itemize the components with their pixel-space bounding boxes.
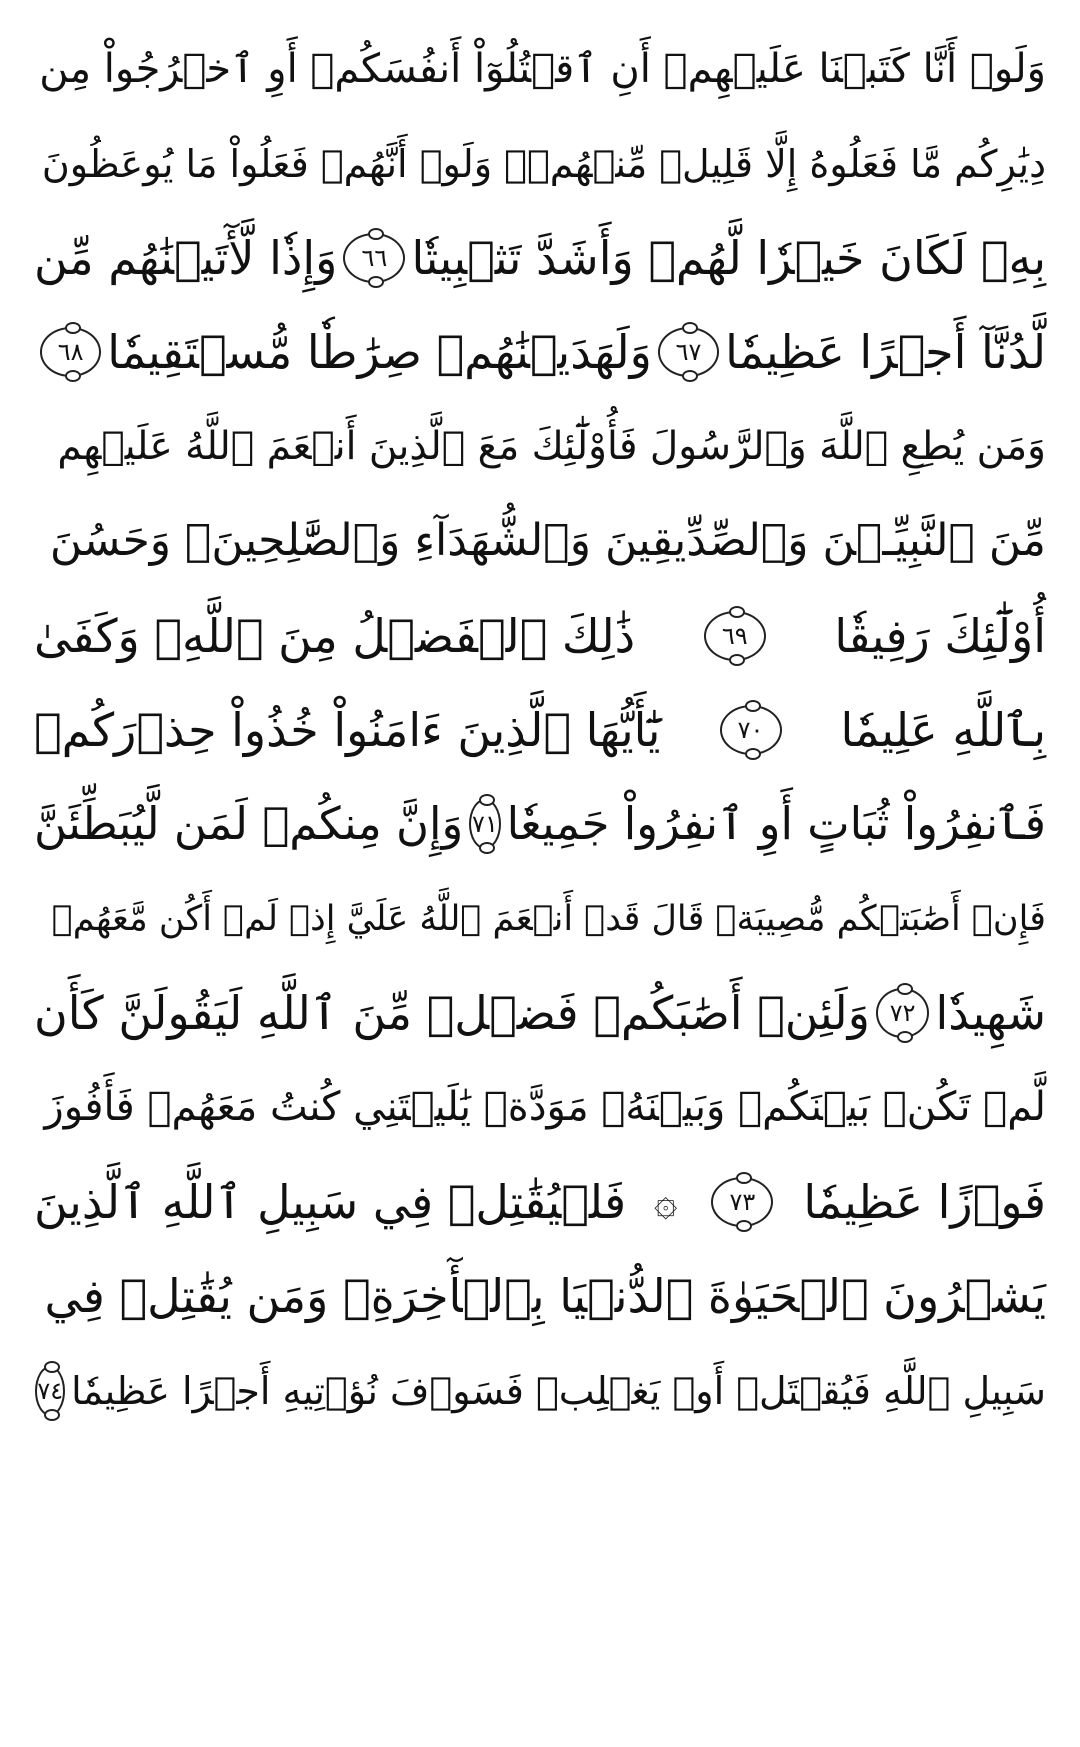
verse-number-marker: ٧٣ bbox=[711, 1177, 773, 1227]
line-text-after-mark: وَإِذٗا لَّأٓتَيۡنَٰهُم مِّن bbox=[34, 230, 338, 285]
verse-number-marker: ٦٨ bbox=[40, 327, 101, 377]
text-line-2 bbox=[34, 116, 1046, 210]
verse-number-marker: ٦٧ bbox=[658, 327, 719, 377]
text-line-5 bbox=[34, 400, 1046, 494]
rub-el-hizb-icon: ۞ bbox=[654, 1178, 678, 1225]
line-text-after-mark: وَلَهَدَيۡنَٰهُمۡ صِرَٰطٗا مُّسۡتَقِيمٗا bbox=[107, 325, 652, 380]
text-line-4 bbox=[34, 305, 1046, 399]
line-text: دِيَٰرِكُم مَّا فَعَلُوهُ إِلَّا قَلِيلٞ مِّنۡهُمۡۖ وَلَوۡ أَنَّهُمۡ فَعَلُواْ مَا يُوعَظُونَ bbox=[41, 141, 1046, 186]
verse-number-marker: ٧١ bbox=[469, 799, 500, 849]
text-line-11 bbox=[34, 966, 1046, 1060]
text-line-1 bbox=[34, 22, 1046, 116]
verse-number-marker: ٧٠ bbox=[720, 705, 782, 755]
line-text-before-mark: فَٱنفِرُواْ ثُبَاتٍ أَوِ ٱنفِرُواْ جَمِيعٗا bbox=[506, 797, 1046, 851]
line-text-before-mark: أُوْلَٰٓئِكَ رَفِيقٗا bbox=[834, 608, 1046, 663]
text-line-8 bbox=[34, 683, 1046, 777]
text-line-9 bbox=[34, 777, 1046, 871]
line-text-before-mark: فَوۡزًا عَظِيمٗا bbox=[803, 1174, 1046, 1229]
line-text-after-mark: فَلۡيُقَٰتِلۡ فِي سَبِيلِ ٱللَّهِ ٱلَّذِينَ bbox=[34, 1174, 627, 1229]
text-line-6 bbox=[34, 494, 1046, 588]
text-line-10 bbox=[34, 872, 1046, 966]
line-text-before-mark: لَّدُنَّآ أَجۡرًا عَظِيمٗا bbox=[725, 325, 1046, 380]
line-text-after-mark: يَٰٓأَيُّهَا ٱلَّذِينَ ءَامَنُواْ خُذُواْ حِذۡرَكُمۡ bbox=[34, 702, 661, 757]
text-line-15 bbox=[34, 1343, 1046, 1437]
text-line-12 bbox=[34, 1060, 1046, 1154]
line-text-after-mark: وَلَئِنۡ أَصَٰبَكُمۡ فَضۡلٞ مِّنَ ٱللَّهِ لَيَقُولَنَّ كَأَن bbox=[34, 986, 870, 1041]
line-text-before-mark: بِٱللَّهِ عَلِيمٗا bbox=[840, 702, 1046, 757]
line-text-before-mark: سَبِيلِ ٱللَّهِ فَيُقۡتَلۡ أَوۡ يَغۡلِبۡ فَسَوۡفَ نُؤۡتِيهِ أَجۡرًا عَظِيمٗا bbox=[71, 1368, 1046, 1413]
verse-number-marker: ٦٩ bbox=[704, 611, 766, 661]
text-line-7 bbox=[34, 588, 1046, 682]
line-text: وَلَوۡ أَنَّا كَتَبۡنَا عَلَيۡهِمۡ أَنِ ٱقۡتُلُوٓاْ أَنفُسَكُمۡ أَوِ ٱخۡرُجُواْ مِن bbox=[39, 46, 1046, 93]
line-text-after-mark: ذَٰلِكَ ٱلۡفَضۡلُ مِنَ ٱللَّهِۚ وَكَفَىٰ bbox=[34, 608, 636, 663]
line-text: فَإِنۡ أَصَٰبَتۡكُم مُّصِيبَةٞ قَالَ قَدۡ أَنۡعَمَ ٱللَّهُ عَلَيَّ إِذۡ لَمۡ أَكُن مَّعَهُمۡ bbox=[51, 898, 1046, 939]
quran-page bbox=[34, 22, 1046, 1722]
line-text-before-mark: شَهِيدٗا bbox=[935, 986, 1046, 1041]
verse-number-marker: ٦٦ bbox=[343, 233, 405, 283]
line-text: لَّمۡ تَكُنۢ بَيۡنَكُمۡ وَبَيۡنَهُۥ مَوَدَّةٞ يَٰلَيۡتَنِي كُنتُ مَعَهُمۡ فَأَفُوزَ bbox=[44, 1084, 1046, 1131]
text-line-14 bbox=[34, 1249, 1046, 1343]
line-text-after-mark: وَإِنَّ مِنكُمۡ لَمَن لَّيُبَطِّئَنَّ bbox=[34, 797, 464, 851]
verse-number-marker: ٧٢ bbox=[876, 988, 930, 1038]
text-line-13 bbox=[34, 1155, 1046, 1249]
text-line-3 bbox=[34, 211, 1046, 305]
line-text: مِّنَ ٱلنَّبِيِّـۧنَ وَٱلصِّدِّيقِينَ وَٱلشُّهَدَآءِ وَٱلصَّٰلِحِينَۚ وَحَسُنَ bbox=[49, 515, 1046, 567]
verse-number-marker: ٧٤ bbox=[35, 1366, 65, 1416]
line-text: وَمَن يُطِعِ ٱللَّهَ وَٱلرَّسُولَ فَأُوْلَٰٓئِكَ مَعَ ٱلَّذِينَ أَنۡعَمَ ٱللَّهُ عَلَيۡهِم bbox=[57, 423, 1046, 469]
line-text: يَشۡرُونَ ٱلۡحَيَوٰةَ ٱلدُّنۡيَا بِٱلۡأٓخِرَةِۚ وَمَن يُقَٰتِلۡ فِي bbox=[44, 1269, 1046, 1324]
line-text-before-mark: بِهِۦ لَكَانَ خَيۡرٗا لَّهُمۡ وَأَشَدَّ تَثۡبِيتٗا bbox=[411, 230, 1046, 285]
